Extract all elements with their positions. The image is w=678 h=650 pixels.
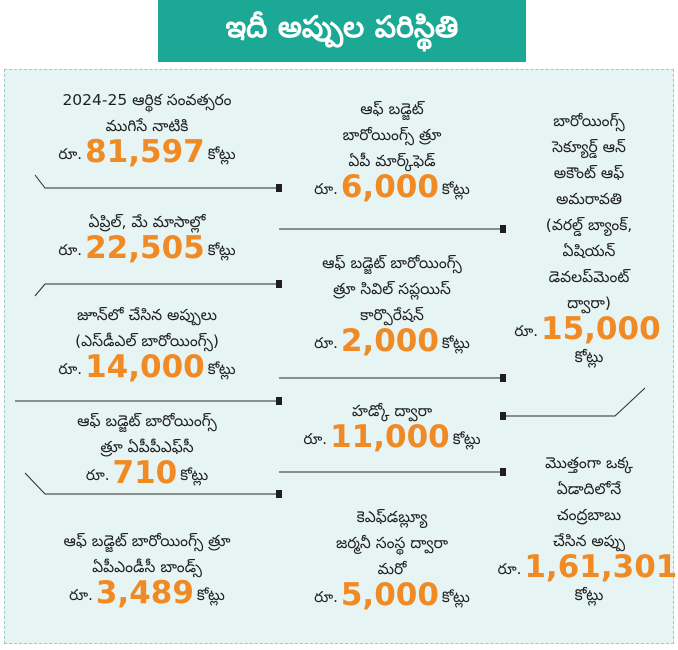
cell-text-line: (వరల్డ్ బ్యాంక్, xyxy=(545,216,633,234)
cell-text-line: అమరావతి xyxy=(556,190,622,208)
amount xyxy=(314,169,470,205)
middle-cell-4 xyxy=(285,478,499,636)
amount-suffix: కోట్లు xyxy=(441,588,470,606)
cell-text-line: (ఎస్‌డీఎల్ బారోయింగ్స్) xyxy=(75,332,219,350)
amount-value: 22,505 xyxy=(85,230,205,266)
amount-prefix: రూ. xyxy=(69,586,93,604)
cell-text-line: ఆఫ్ బడ్జెట్ xyxy=(360,100,424,118)
amount xyxy=(314,323,470,359)
cell-text-line: 2024-25 ఆర్థిక సంవత్సరం xyxy=(62,91,232,109)
amount-value: 14,000 xyxy=(85,349,205,385)
cell-text-line: ఏడాదిలోనే xyxy=(556,480,622,498)
page-title: ఇదీ అప్పుల పరిస్థితి xyxy=(158,0,526,62)
amount-value: 1,61,301 xyxy=(524,549,678,585)
amount-value: 710 xyxy=(112,455,178,491)
amount-suffix: కోట్లు xyxy=(574,348,604,366)
amount-suffix: కోట్లు xyxy=(574,586,604,604)
amount-value: 3,489 xyxy=(95,575,194,611)
amount xyxy=(69,575,225,611)
left-cell-4 xyxy=(19,406,275,490)
cell-text-line: ముగిసే నాటికి xyxy=(105,117,189,135)
cell-text-line: ఏపీ మార్క్‌ఫెడ్ xyxy=(348,152,436,170)
cell-text-line: చేసిన అప్పు xyxy=(552,532,626,550)
amount-prefix: రూ. xyxy=(58,360,83,378)
cell-text-line: ఆఫ్ బడ్జెట్ బారోయింగ్స్ xyxy=(77,412,217,430)
debt-panel xyxy=(4,69,678,644)
cell-text-line: కార్పొరేషన్ xyxy=(360,306,424,324)
cell-text-line: ఏపీఎండీసీ బాండ్స్ xyxy=(92,558,202,576)
amount-prefix: రూ. xyxy=(497,560,522,578)
middle-cell-2 xyxy=(285,233,499,373)
amount-value: 2,000 xyxy=(340,323,439,359)
left-cell-5 xyxy=(19,500,275,636)
middle-cell-1 xyxy=(285,74,499,224)
left-cell-1 xyxy=(19,74,275,180)
right-cell-2 xyxy=(497,422,678,636)
cell-text-line: బారోయింగ్స్ త్రూ xyxy=(342,126,442,144)
amount-suffix: కోట్లు xyxy=(207,241,236,259)
right-cell-1 xyxy=(507,74,671,404)
amount xyxy=(303,419,481,455)
cell-text-line: కెఎఫ్‌డబ్ల్యూ xyxy=(356,508,428,526)
cell-text-line: మరో xyxy=(377,560,407,578)
cell-text-line: ఆఫ్ బడ్జెట్ బారోయింగ్స్ త్రూ xyxy=(63,532,231,550)
cell-text-line: ఏషియన్ xyxy=(562,242,616,260)
amount-value: 81,597 xyxy=(85,134,205,170)
cell-text-line: బారోయింగ్స్ xyxy=(553,112,625,130)
amount-suffix: కోట్లు xyxy=(207,360,236,378)
amount xyxy=(497,549,678,585)
amount-prefix: రూ. xyxy=(314,180,338,198)
amount xyxy=(514,311,663,347)
amount-prefix: రూ. xyxy=(85,466,110,484)
amount-prefix: రూ. xyxy=(58,145,83,163)
amount-suffix: కోట్లు xyxy=(441,180,470,198)
amount-prefix: రూ. xyxy=(514,322,539,340)
cell-text-line: ఏప్రిల్, మే మాసాల్లో xyxy=(88,213,206,231)
amount-prefix: రూ. xyxy=(314,334,338,352)
amount-prefix: రూ. xyxy=(303,430,328,448)
amount xyxy=(58,349,236,385)
amount-suffix: కోట్లు xyxy=(180,466,209,484)
cell-text-line: అకౌంట్ ఆఫ్ xyxy=(553,164,625,182)
amount-prefix: రూ. xyxy=(58,241,83,259)
cell-text-line: త్రూ సివిల్ సప్లయిస్ xyxy=(333,280,451,298)
amount-value: 15,000 xyxy=(541,311,661,347)
amount-value: 5,000 xyxy=(340,577,439,613)
amount-suffix: కోట్లు xyxy=(207,145,236,163)
cell-text-line: చంద్రబాబు xyxy=(556,506,622,524)
amount-prefix: రూ. xyxy=(314,588,338,606)
cell-text-line: త్రూ ఏపీపీఎఫ్‌సీ xyxy=(100,438,194,456)
cell-text-line: డెవలప్‌మెంట్ xyxy=(548,268,630,286)
cell-text-line: ఆఫ్ బడ్జెట్ బారోయింగ్స్ xyxy=(322,254,462,272)
amount-value: 11,000 xyxy=(330,419,450,455)
cell-text-line: జర్మనీ సంస్థ ద్వారా xyxy=(335,534,449,552)
amount-value: 6,000 xyxy=(340,169,439,205)
amount-suffix: కోట్లు xyxy=(452,430,481,448)
cell-text-line: సెక్యూర్డ్ ఆన్ xyxy=(552,138,626,156)
amount xyxy=(85,455,209,491)
amount-suffix: కోట్లు xyxy=(441,334,470,352)
cell-text-line: హడ్కో ద్వారా xyxy=(351,402,433,420)
amount xyxy=(58,230,236,266)
cell-text-line: మొత్తంగా ఒక్క xyxy=(545,454,633,472)
amount-suffix: కోట్లు xyxy=(196,586,225,604)
amount xyxy=(314,577,470,613)
amount xyxy=(58,134,236,170)
left-cell-2 xyxy=(19,192,275,280)
cell-text-line: ద్వారా) xyxy=(567,294,611,312)
cell-text-line: జూన్‌లో చేసిన అప్పులు xyxy=(76,306,218,324)
left-cell-3 xyxy=(19,288,275,396)
middle-cell-3 xyxy=(285,382,499,468)
